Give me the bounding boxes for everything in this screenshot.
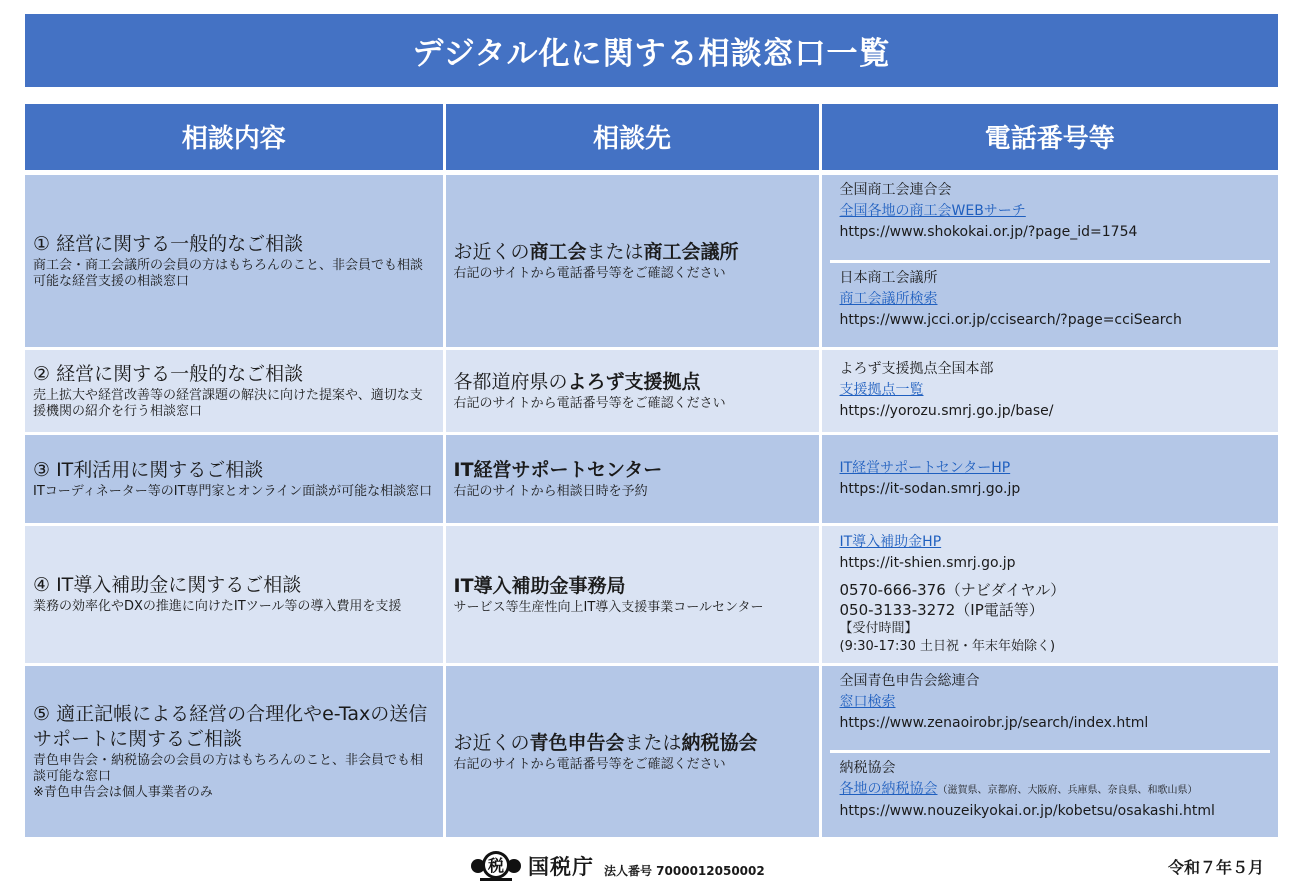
table-row <box>25 172 1278 348</box>
topic-title: ③ IT利活用に関するご相談 <box>33 458 264 481</box>
topic-title: ④ IT導入補助金に関するご相談 <box>33 574 302 596</box>
contact-org: 納税協会 <box>839 759 896 776</box>
table-row <box>25 348 1278 433</box>
contact-link[interactable]: IT経営サポートセンターHP <box>839 459 1011 476</box>
destination-name: IT経営サポートセンター <box>453 459 663 481</box>
topic-cell <box>25 172 444 348</box>
emblem-glyph: 税 <box>487 856 505 875</box>
destination-name: 各都道府県のよろず支援拠点 <box>453 371 701 393</box>
agency-logo <box>470 846 765 886</box>
page-title: デジタル化に関する相談窓口一覧 <box>25 14 1278 87</box>
consultation-table <box>25 104 1278 840</box>
contact-phone: 050-3133-3272（IP電話等） <box>839 601 1044 619</box>
destination-name: お近くの商工会または商工会議所 <box>453 241 739 263</box>
destination-note: 右記のサイトから電話番号等をご確認ください <box>453 756 726 772</box>
contact-org: 日本商工会議所 <box>839 269 938 286</box>
contact-block <box>830 354 1271 427</box>
contact-org: よろず支援拠点全国本部 <box>839 361 994 377</box>
header-topic: 相談内容 <box>25 104 444 172</box>
contact-cell <box>820 664 1278 838</box>
contact-link[interactable]: 全国各地の商工会WEBサーチ <box>839 202 1026 219</box>
topic-title: ⑤ 適正記帳による経営の合理化やe-Taxの送信サポートに関するご相談 <box>33 702 428 750</box>
contact-link[interactable]: 各地の納税協会 <box>839 780 938 797</box>
contact-cell <box>820 348 1278 433</box>
contact-url: https://www.shokokai.or.jp/?page_id=1754 <box>839 223 1138 240</box>
destination-note: サービス等生産性向上IT導入支援事業コールセンター <box>453 599 764 615</box>
table-row <box>25 664 1278 838</box>
destination-name: お近くの青色申告会または納税協会 <box>453 731 758 754</box>
destination-cell <box>444 664 820 838</box>
contact-block <box>830 666 1271 750</box>
topic-description: 青色申告会・納税協会の会員の方はもちろんのこと、非会員でも相談可能な窓口 <box>33 752 424 784</box>
contact-block <box>830 260 1271 347</box>
destination-cell <box>444 524 820 664</box>
table-row <box>25 433 1278 524</box>
contact-link[interactable]: 窓口検索 <box>839 693 896 710</box>
topic-note: ※青色申告会は個人事業者のみ <box>33 784 213 800</box>
contact-cell <box>820 172 1278 348</box>
hours-label: 【受付時間】 <box>839 621 918 636</box>
contact-org: 全国青色申告会総連合 <box>839 672 980 689</box>
contact-link[interactable]: 支援拠点一覧 <box>839 382 924 398</box>
destination-cell <box>444 348 820 433</box>
destination-cell <box>444 172 820 348</box>
table-header-row <box>25 104 1278 172</box>
header-contact: 電話番号等 <box>820 104 1278 172</box>
destination-note: 右記のサイトから電話番号等をご確認ください <box>453 266 726 281</box>
destination-name: IT導入補助金事務局 <box>453 574 626 597</box>
contact-link[interactable]: 商工会議所検索 <box>839 290 938 307</box>
topic-title: ① 経営に関する一般的なご相談 <box>33 232 304 255</box>
topic-cell <box>25 433 444 524</box>
destination-cell <box>444 433 820 524</box>
contact-block <box>830 530 1271 658</box>
contact-org: 全国商工会連合会 <box>839 181 952 198</box>
topic-description: 売上拡大や経営改善等の経営課題の解決に向けた提案や、適切な支援機関の紹介を行う相談窓口 <box>33 387 423 419</box>
contact-url: https://yorozu.smrj.go.jp/base/ <box>839 403 1054 419</box>
destination-note: 右記のサイトから電話番号等をご確認ください <box>453 396 726 411</box>
contact-prefectures: （滋賀県、京都府、大阪府、兵庫県、奈良県、和歌山県） <box>937 784 1198 796</box>
topic-title: ② 経営に関する一般的なご相談 <box>33 362 304 385</box>
contact-url: https://www.zenaoirobr.jp/search/index.html <box>839 714 1149 731</box>
agency-name: 国税庁 <box>528 855 594 879</box>
topic-cell <box>25 664 444 838</box>
contact-cell <box>820 524 1278 664</box>
topic-description: 業務の効率化やDXの推進に向けたITツール等の導入費用を支援 <box>33 599 402 614</box>
topic-cell <box>25 524 444 664</box>
contact-cell <box>820 433 1278 524</box>
hours-text: (9:30-17:30 土日祝・年末年始除く) <box>839 639 1056 654</box>
contact-link[interactable]: IT導入補助金HP <box>839 534 942 550</box>
topic-description: 商工会・商工会議所の会員の方はもちろんのこと、非会員でも相談可能な経営支援の相談窓口 <box>33 257 424 289</box>
publish-date: 令和７年５月 <box>1167 858 1264 877</box>
topic-cell <box>25 348 444 433</box>
tax-agency-emblem-icon <box>470 849 522 883</box>
contact-block <box>830 453 1271 505</box>
contact-block <box>830 750 1271 837</box>
header-destination: 相談先 <box>444 104 820 172</box>
table-row <box>25 524 1278 664</box>
corporate-number: 法人番号 7000012050002 <box>604 863 765 878</box>
contact-phone: 0570-666-376（ナビダイヤル） <box>839 581 1066 599</box>
contact-url: https://it-sodan.smrj.go.jp <box>839 480 1021 497</box>
destination-note: 右記のサイトから相談日時を予約 <box>453 484 648 499</box>
contact-url: https://www.jcci.or.jp/ccisearch/?page=cciSearch <box>839 311 1182 328</box>
contact-url: https://www.nouzeikyokai.or.jp/kobetsu/osakashi.html <box>839 802 1215 819</box>
topic-description: ITコーディネーター等のIT専門家とオンライン面談が可能な相談窓口 <box>33 483 433 499</box>
contact-url: https://it-shien.smrj.go.jp <box>839 555 1016 571</box>
contact-block <box>830 175 1271 260</box>
